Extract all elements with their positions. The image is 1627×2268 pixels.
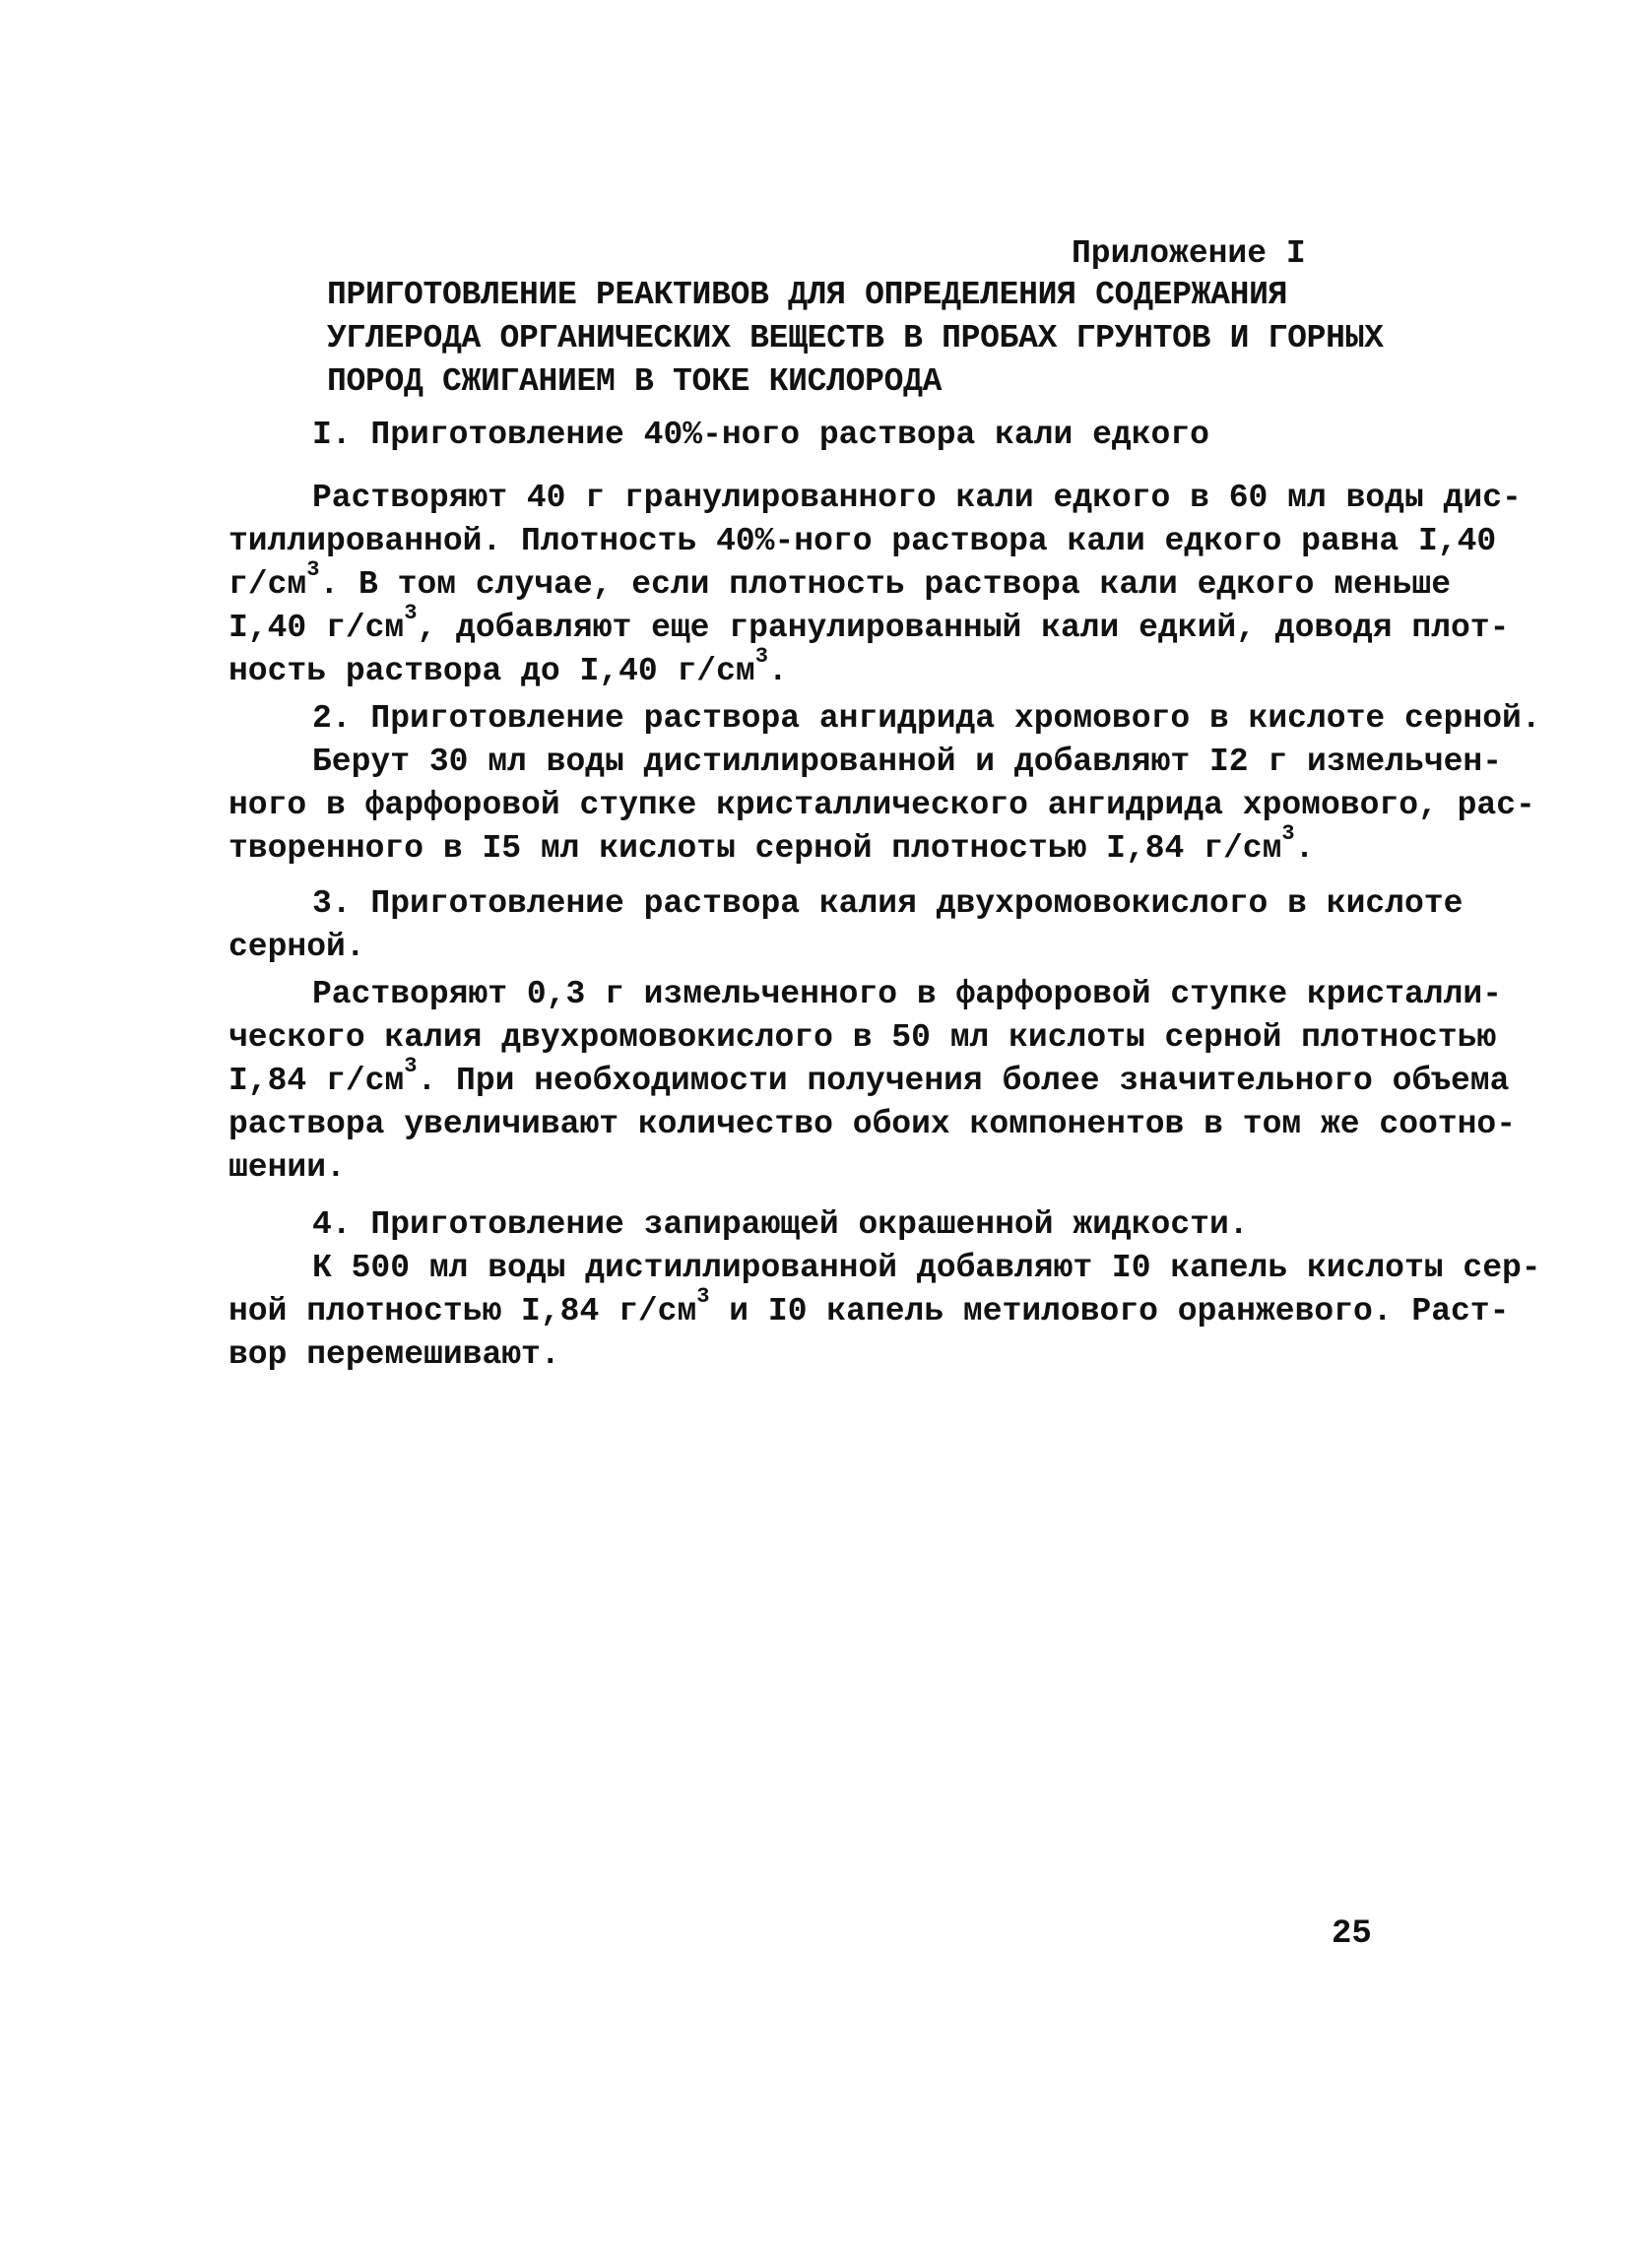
section3-line-5: шении.: [228, 1149, 346, 1186]
superscript-3: 3: [404, 601, 418, 625]
section3-line-1: Растворяют 0,3 г измельченного в фарфоровой ступке кристалли-: [312, 976, 1502, 1012]
section4-line-1: К 500 мл воды дистиллированной добавляют I0 капель кислоты сер-: [312, 1250, 1541, 1286]
superscript-3: 3: [404, 1054, 418, 1078]
section3-line-3: I,84 $г/см^3$. При необходимости получения более значительного объема: [228, 1054, 1510, 1099]
section1-line-2: тиллированной. Плотность 40%-ного раствора кали едкого равна I,40: [228, 523, 1497, 559]
section1-line-3: $г/см^3$. В том случае, если плотность раствора кали едкого меньше: [228, 557, 1452, 603]
section2-line-2: ного в фарфоровой ступке кристаллического ангидрида хромового, рас-: [228, 787, 1535, 823]
superscript-3: 3: [696, 1284, 710, 1309]
section4-title: 4. Приготовление запирающей окрашенной жидкости.: [312, 1206, 1249, 1243]
superscript-3: 3: [754, 644, 768, 669]
section2-line-3: творенного в I5 мл кислоты серной плотностью I,84 $г/см^3$.: [228, 821, 1315, 867]
superscript-3: 3: [1281, 821, 1295, 846]
section1-line-4: I,40 $г/см^3$, добавляют еще гранулированный кали едкий, доводя плот-: [228, 601, 1510, 646]
section2-title: 2. Приготовление раствора ангидрида хромового в кислоте серной.: [312, 700, 1541, 737]
heading-line-3: ПОРОД СЖИГАНИЕМ В ТОКЕ КИСЛОРОДА: [327, 363, 943, 400]
section3-title-line-2: серной.: [228, 929, 365, 965]
section1-line-5: ность раствора до I,40 $г/см^3$.: [228, 644, 788, 689]
section1-line-1: Растворяют 40 г гранулированного кали едкого в 60 мл воды дис-: [312, 480, 1522, 516]
section3-title-line-1: 3. Приготовление раствора калия двухромовокислого в кислоте: [312, 885, 1464, 922]
heading-line-1: ПРИГОТОВЛЕНИЕ РЕАКТИВОВ ДЛЯ ОПРЕДЕЛЕНИЯ СОДЕРЖАНИЯ: [327, 277, 1288, 313]
superscript-3: 3: [306, 557, 320, 582]
section3-line-4: раствора увеличивают количество обоих компонентов в том же соотно-: [228, 1106, 1517, 1142]
page-number: 25: [1332, 1915, 1372, 1953]
section1-title: I. Приготовление 40%-ного раствора кали едкого: [312, 417, 1209, 453]
section4-line-3: вор перемешивают.: [228, 1336, 560, 1373]
section4-line-2: ной плотностью I,84 $г/см^3$ и I0 капель метилового оранжевого. Раст-: [228, 1284, 1510, 1329]
section3-line-2: ческого калия двухромовокислого в 50 мл кислоты серной плотностью: [228, 1019, 1497, 1056]
heading-line-2: УГЛЕРОДА ОРГАНИЧЕСКИХ ВЕЩЕСТВ В ПРОБАХ ГРУНТОВ И ГОРНЫХ: [327, 320, 1384, 356]
section2-line-1: Берут 30 мл воды дистиллированной и добавляют I2 г измельчен-: [312, 744, 1502, 780]
appendix-label: Приложение I: [1072, 235, 1306, 272]
